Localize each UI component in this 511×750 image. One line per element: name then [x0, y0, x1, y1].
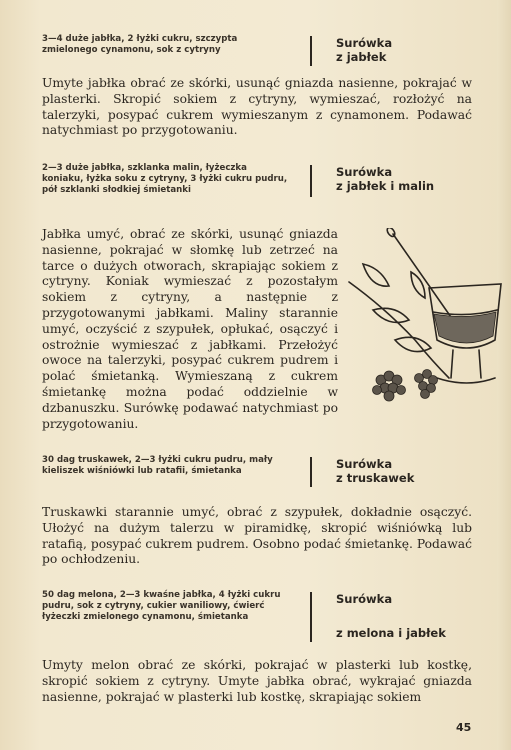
recipe-title	[336, 165, 434, 193]
instructions-text: Truskawki starannie umyć, obrać z szypułek, dokładnie osączyć. Ułożyć na dużym talerzu w piramidkę, skropić wiśniówką lub ratafią, posypać cukrem pudrem. Osobno podać śmietankę. Podawać po ochłodzeniu.	[42, 505, 472, 567]
instructions	[42, 505, 472, 568]
ingredients: 30 dag truskawek, 2—3 łyżki cukru pudru, mały kieliszek wiśniówki lub ratafii, śmietanka	[42, 455, 273, 476]
title-line: Surówka	[336, 457, 393, 471]
title-line: Surówka	[336, 36, 393, 50]
page-number: 45	[456, 721, 472, 734]
title-line: Surówka	[336, 165, 393, 179]
instructions-text: Jabłka umyć, obrać ze skórki, usunąć gniazda nasienne, pokrajać w słomkę lub zetrzeć na tarce o dużych otworach, skrapiając sokiem z cytryny. Koniak wymieszać z pozostałym sokiem z cytryny, a następnie z przygotowanymi jabłkami. Maliny starannie umyć, oczyścić z szypułek, opłukać, osączyć i ostrożnie wymieszać z jabłkami. Przełożyć owoce na talerzyki, posypać cukrem pudrem i polać śmietanką. Wymieszaną z cukrem śmietankę można podać oddzielnie w dzbanuszku. Surówkę podawać natychmiast po przygotowaniu.	[42, 227, 338, 431]
divider	[310, 457, 312, 487]
recipe-title	[336, 457, 414, 485]
title-line: z jabłek	[336, 50, 387, 64]
title-line: z melona i jabłek	[336, 626, 446, 640]
ingredients: 50 dag melona, 2—3 kwaśne jabłka, 4 łyżki cukru pudru, sok z cytryny, cukier waniliowy, ćwierć łyżeczki zmielonego cynamonu, śmietanka	[42, 590, 281, 622]
instructions-text: Umyte jabłka obrać ze skórki, usunąć gniazda nasienne, pokrajać w plasterki. Skropić sokiem z cytryny, wymieszać, rozłożyć na talerzyki, posypać cukrem wymieszanym z cynamonem. Podawać natychmiast po przygotowaniu.	[42, 76, 472, 138]
title-line: Surówka	[336, 592, 393, 606]
ingredients: 3—4 duże jabłka, 2 łyżki cukru, szczypta zmielonego cynamonu, sok z cytryny	[42, 34, 238, 55]
instructions	[42, 227, 338, 432]
divider	[310, 165, 312, 197]
recipe-title	[336, 592, 446, 640]
divider	[310, 592, 312, 642]
title-line: z truskawek	[336, 471, 415, 485]
instructions	[42, 658, 472, 705]
raspberries-and-glass-bowl-illustration	[345, 228, 505, 418]
instructions	[42, 76, 472, 139]
recipe-title	[336, 36, 392, 64]
divider	[310, 36, 312, 66]
instructions-text: Umyty melon obrać ze skórki, pokrajać w plasterki lub kostkę, skropić sokiem z cytryny. Umyte jabłka obrać, wykrajać gniazda nasienne, pokrajać w plasterki lub kostkę, skrapiając sokiem	[42, 658, 472, 704]
title-line: z jabłek i malin	[336, 179, 435, 193]
ingredients: 2—3 duże jabłka, szklanka malin, łyżeczka koniaku, łyżka soku z cytryny, 3 łyżki cukru pudru, pół szklanki słodkiej śmietanki	[42, 163, 288, 195]
